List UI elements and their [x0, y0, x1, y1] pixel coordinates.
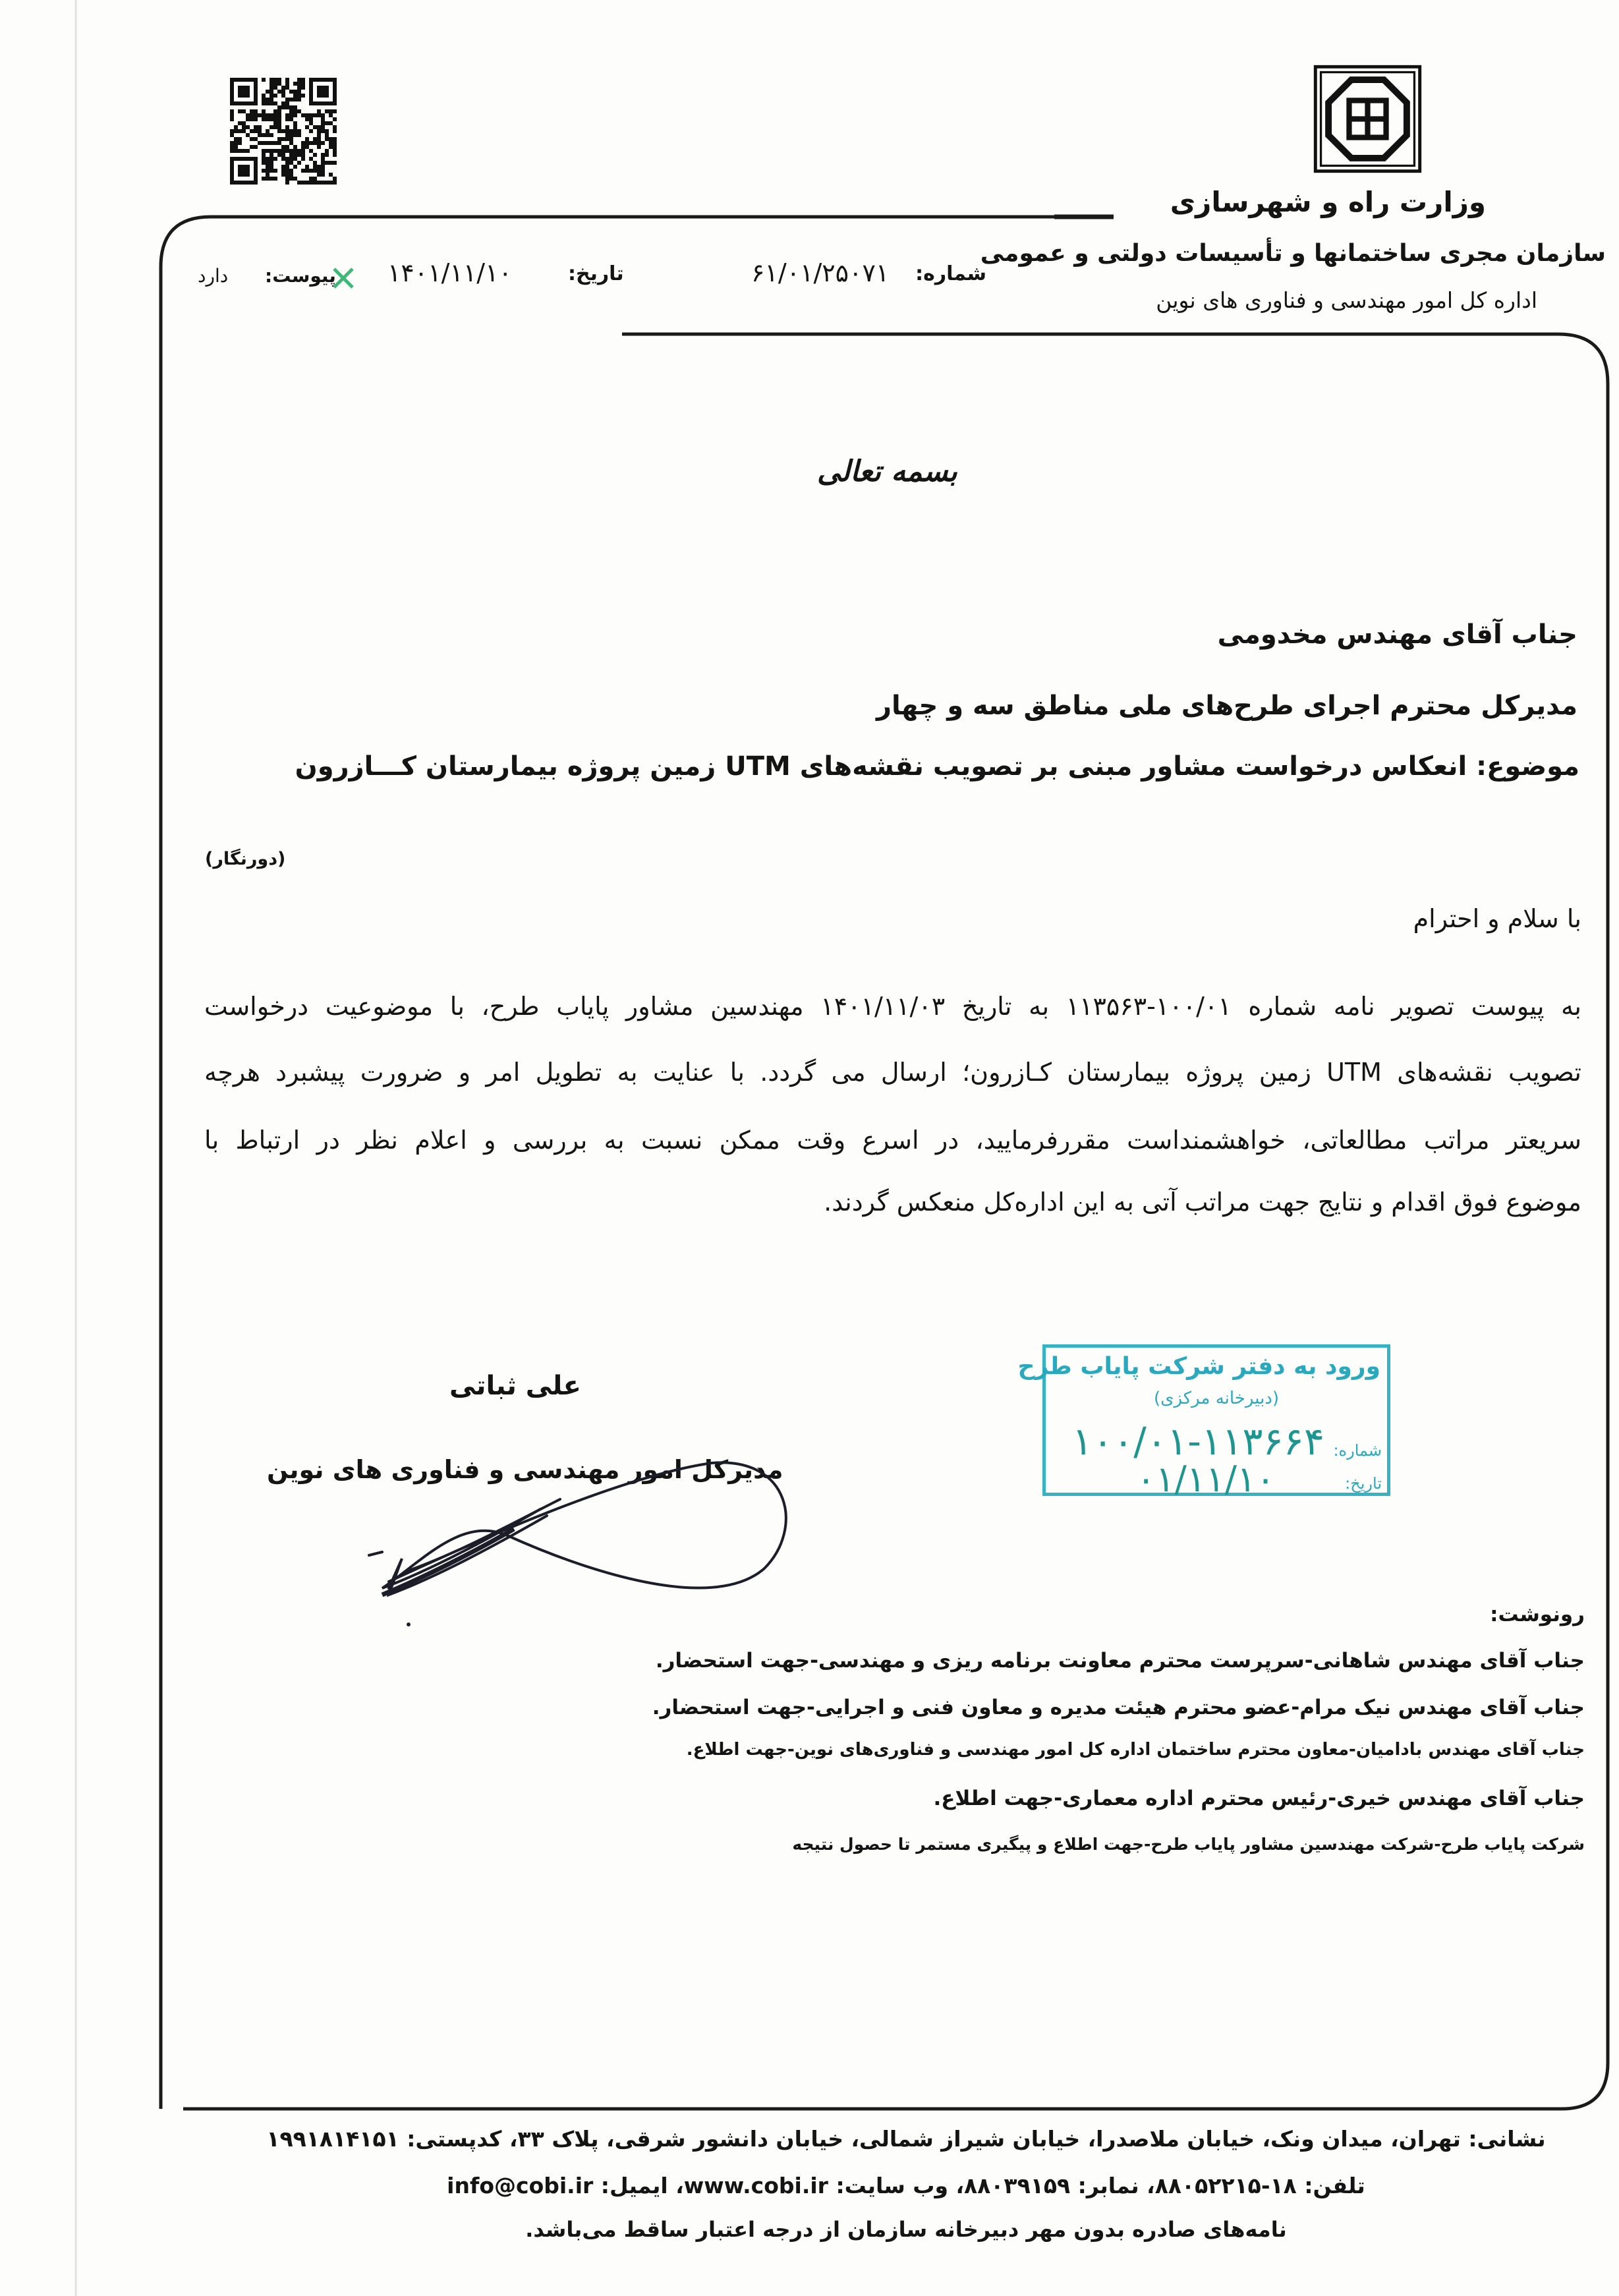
received-stamp	[1017, 1344, 1390, 1500]
department-name: اداره کل امور مهندسی و فناوری های نوین	[1156, 287, 1537, 313]
cc-item: جناب آقای مهندس نیک مرام-عضو محترم هیئت مدیره و معاون فنی و اجرایی-جهت استحضار.	[652, 1696, 1585, 1719]
date-label: تاریخ:	[568, 262, 624, 285]
frame-left-border	[161, 217, 1114, 2109]
ministry-name: وزارت راه و شهرسازی	[1170, 186, 1486, 218]
greeting: با سلام و احترام	[1413, 904, 1581, 933]
cc-label: رونوشت:	[1490, 1603, 1585, 1626]
recipient-name: جناب آقای مهندس مخدومی	[1217, 619, 1577, 650]
stamp-date-value: ۰۱/۱۱/۱۰	[1136, 1458, 1275, 1500]
footer-notice: نامه‌های صادره بدون مهر دبیرخانه سازمان از درجه اعتبار ساقط می‌باشد.	[525, 2217, 1287, 2242]
cc-item: شرکت پایاب طرح-شرکت مهندسین مشاور پایاب طرح-جهت اطلاع و پیگیری مستمر تا حصول نتیجه	[792, 1835, 1585, 1854]
attachment-label: پیوست:	[265, 265, 336, 287]
invocation: بسمه تعالی	[817, 455, 957, 488]
body-line: سریعتر مراتب مطالعاتی، خواهشمنداست مقررفرمایید، در اسرع وقت ممکن نسبت به بررسی و اعلام نظر در ارتباط با	[204, 1126, 1581, 1155]
stamp-date-label: تاریخ:	[1345, 1474, 1382, 1493]
recipient-title: مدیرکل محترم اجرای طرح‌های ملی مناطق سه و چهار	[876, 691, 1577, 721]
transmission-note: (دورنگار)	[205, 849, 286, 869]
attachment-value: دارد	[198, 265, 229, 287]
stamp-subtitle: (دبیرخانه مرکزی)	[1153, 1389, 1280, 1408]
number-label: شماره:	[915, 262, 986, 285]
handwritten-signature	[343, 1437, 817, 1648]
stamp-title: ورود به دفتر شرکت پایاب طرح	[1017, 1353, 1380, 1380]
body-line: به پیوست تصویر نامه شماره ۱۰۰/۰۱-۱۱۳۵۶۳ به تاریخ ۱۴۰۱/۱۱/۰۳ مهندسین مشاور پایاب طرح، با موضوعیت درخواست	[204, 992, 1582, 1021]
cc-item: جناب آقای مهندس خیری-رئیس محترم اداره معماری-جهت اطلاع.	[933, 1787, 1585, 1810]
organization-name: سازمان مجری ساختمانها و تأسیسات دولتی و عمومی	[980, 240, 1606, 267]
stamp-number-value: ۱۰۰/۰۱-۱۱۳۶۶۴	[1071, 1419, 1324, 1464]
signer-title: مدیرکل امور مهندسی و فناوری های نوین	[267, 1455, 783, 1484]
date-value: ۱۴۰۱/۱۱/۱۰	[387, 258, 512, 287]
body-line: موضوع فوق اقدام و نتایج جهت مراتب آتی به این اداره‌کل منعکس گردند.	[824, 1188, 1581, 1217]
qr-code	[230, 78, 337, 185]
footer-address: نشانی: تهران، میدان ونک، خیابان ملاصدرا، خیابان شیراز شمالی، خیابان دانشور شرقی، پلاک ۳۳، کدپستی: ۱۹۹۱۸۱۴۱۵۱	[266, 2126, 1546, 2152]
footer-contact: تلفن: ۱۸-۸۸۰۵۲۲۱۵، نمابر: ۸۸۰۳۹۱۵۹، وب سایت: www.cobi.ir، ایمیل: info@cobi.ir	[447, 2173, 1365, 2198]
cc-item: جناب آقای مهندس شاهانی-سرپرست محترم معاونت برنامه ریزی و مهندسی-جهت استحضار.	[655, 1649, 1585, 1673]
number-value: ۶۱/۰۱/۲۵۰۷۱	[751, 258, 890, 287]
cc-item: جناب آقای مهندس بادامیان-معاون محترم ساختمان اداره کل امور مهندسی و فناوری‌های نوین-جهت اطلاع.	[686, 1740, 1585, 1760]
body-line: تصویب نقشه‌های UTM زمین پروژه بیمارستان کـازرون؛ ارسال می گردد. با عنایت به تطویل امر و ضرورت پیشبرد هرچه	[204, 1058, 1582, 1087]
subject-line: موضوع: انعکاس درخواست مشاور مبنی بر تصویب نقشه‌های UTM زمین پروژه بیمارستان کـــازرون	[295, 751, 1579, 782]
ministry-logo	[1313, 65, 1422, 173]
signer-name: علی ثباتی	[449, 1371, 581, 1401]
stamp-number-label: شماره:	[1333, 1441, 1382, 1460]
